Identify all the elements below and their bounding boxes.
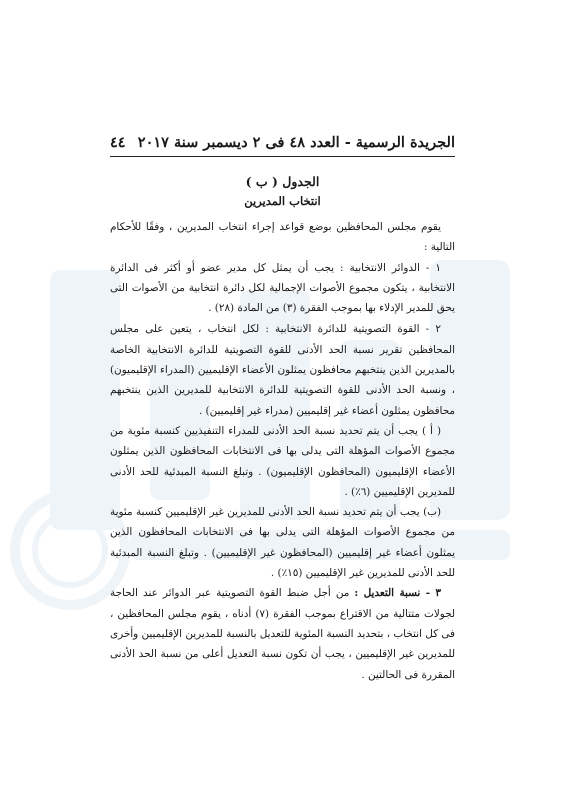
clause-2-item-b: (ب) يجب أن يتم تحديد نسبة الحد الأدنى للمديرين غير الإقليميين كنسبة مئوية من مجموع الأصوات المؤهلة التى يدلى بها فى الانتخابات المحافظون الذين يمثلون أعضاء غير إقليميين (المحافظون غير الإقليميين) . وتبلغ النسبة المبدئية للحد الأدنى للمديرين غير الإقليميين (١٥٪) . xyxy=(110,506,455,580)
running-header xyxy=(110,130,455,154)
section-subtitle: انتخاب المديرين xyxy=(244,194,321,208)
clause-2-item-a: ( أ ) يجب أن يتم تحديد نسبة الحد الأدنى للمدراء التنفيذيين كنسبة مئوية من مجموع الأصوات المؤهلة التى يدلى بها فى الانتخابات المحافظون الذين يمثلون الأعضاء الإقليميون (المحافظون الإقليميون) . وتبلغ النسبة المبدئية للحد الأدنى للمديرين الإقليميين (٦٪) . xyxy=(110,424,455,498)
clause-1: ١ - الدوائر الانتخابية : يجب أن يمثل كل مدير عضو أو أكثر فى الدائرة الانتخابية ، يتكون مجموع الأصوات الإجمالية لكل دائرة انتخابية من الأصوات التى يحق للمدير الإدلاء بها بموجب الفقرة (٣) من المادة (٢٨) . xyxy=(110,261,455,315)
publication-line: الجريدة الرسمية - العدد ٤٨ فى ٢ ديسمبر سنة ٢٠١٧ xyxy=(137,133,455,151)
clause-3-text: من أجل ضبط القوة التصويتية عبر الدوائر عند الحاجة لجولات متتالية من الاقتراع بموجب الفقرة (٧) أدناه ، يقوم مجلس المحافظين ، فى كل انتخاب ، بتحديد النسبة المئوية للتعديل بالنسبة للمديرين الإقليميين وأخرى للمديرين غير الإقليميين ، يجب أن تكون نسبة التعديل أعلى من نسبة الحد الأدنى المقررة فى الحالتين . xyxy=(110,587,455,681)
clause-3-label: ٣ - نسبة التعديل : xyxy=(354,587,441,600)
intro-paragraph: يقوم مجلس المحافظين بوضع قواعد إجراء انتخاب المديرين ، وفقًا للأحكام التالية : xyxy=(110,221,455,254)
page-number: ٤٤ xyxy=(110,133,126,151)
clause-2: ٢ - القوة التصويتية للدائرة الانتخابية : لكل انتخاب ، يتعين على مجلس المحافظين تقرير نسبة الحد الأدنى للقوة التصويتية للدائرة الانتخابية الخاصة بالمديرين الذين ينتخبهم محافظون يمثلون الأعضاء الإقليميين (المدراء الإقليميون) ، ونسبة الحد الأدنى للقوة التصويتية للدائرة الانتخابية للمديرين الذين ينتخبهم محافظون يمثلون أعضاء غير إقليميين (مدراء غير إقليميين) . xyxy=(110,323,455,417)
header-divider xyxy=(110,156,455,157)
clause-3 xyxy=(110,583,455,684)
document-body xyxy=(110,217,455,685)
table-title: الجدول ( ب ) xyxy=(245,174,320,189)
